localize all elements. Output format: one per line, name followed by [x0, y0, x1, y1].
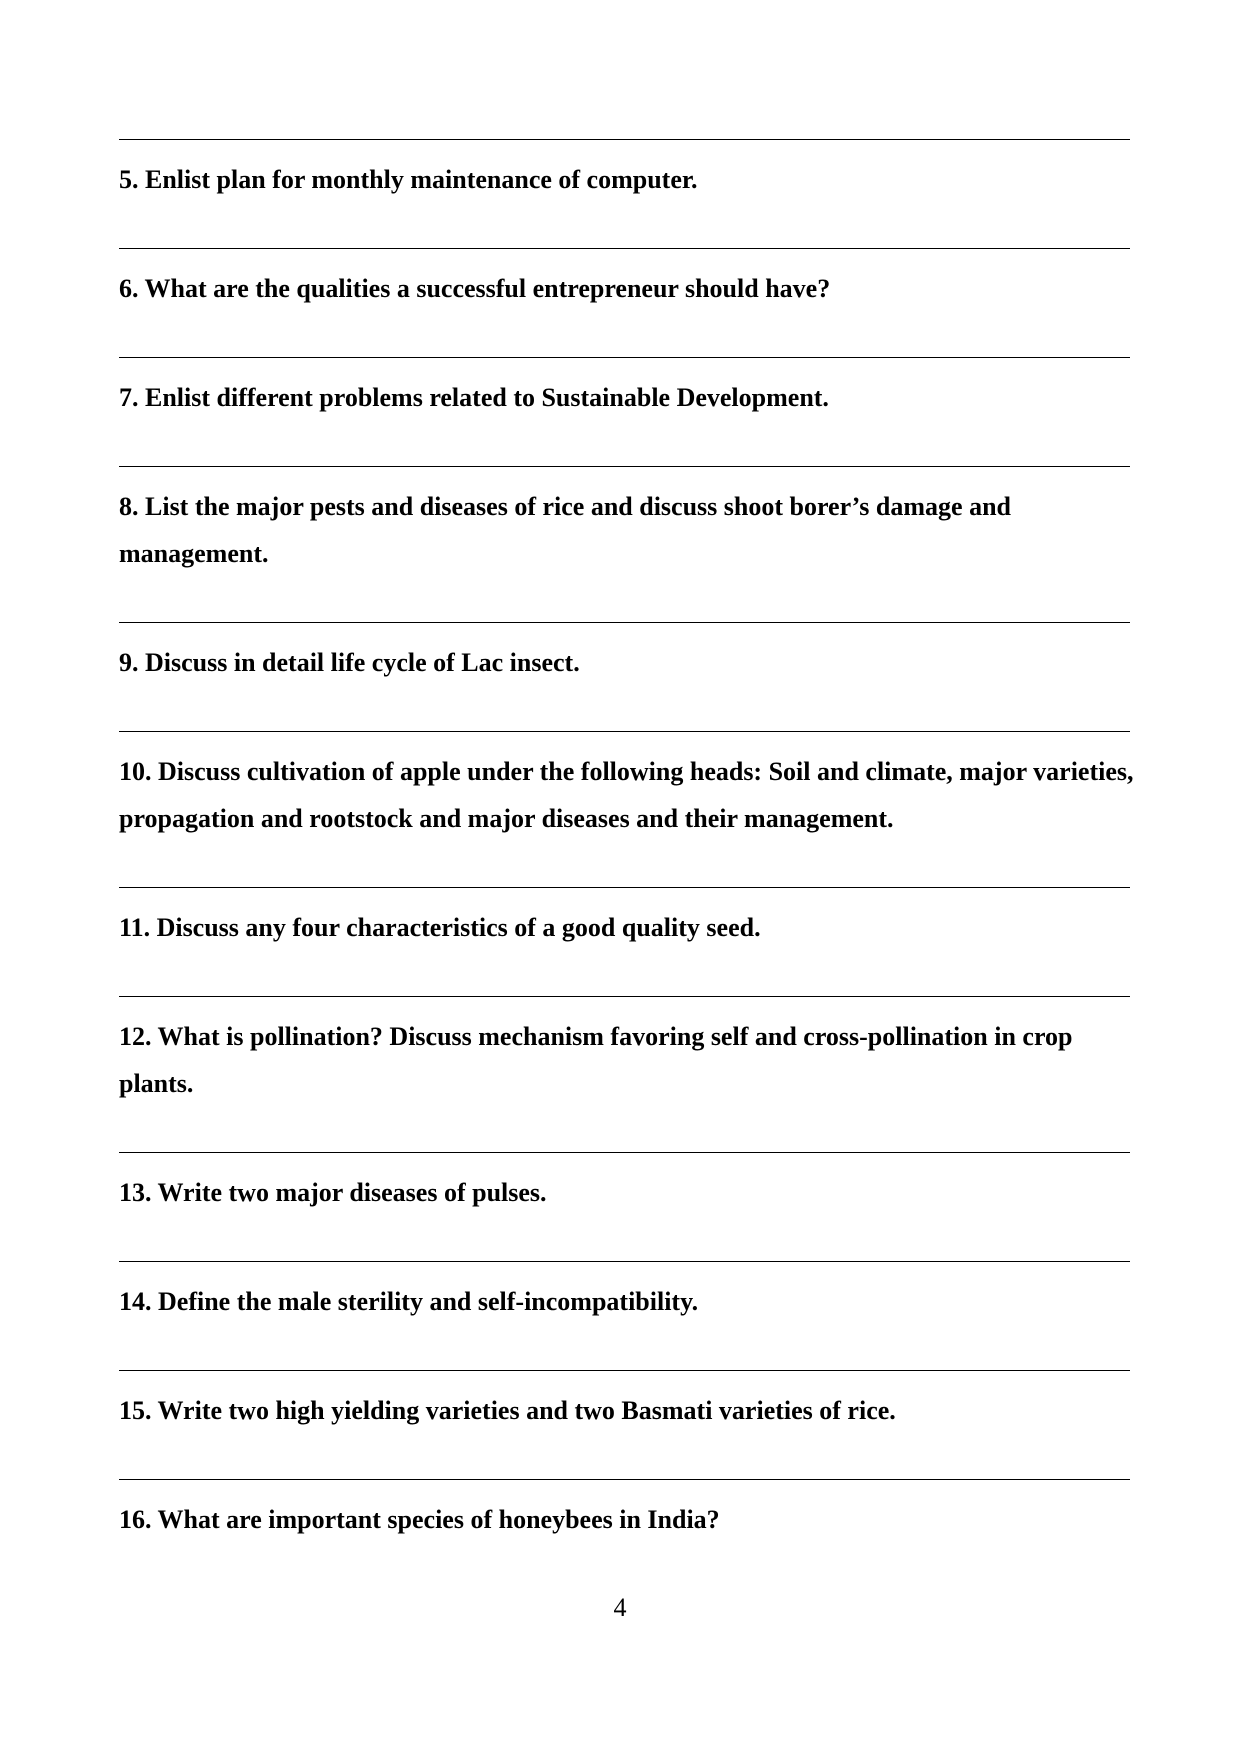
- question-5: 5. Enlist plan for monthly maintenance of computer.: [119, 165, 698, 194]
- question-6: 6. What are the qualities a successful entrepreneur should have?: [119, 274, 831, 303]
- question-16: 16. What are important species of honeybees in India?: [119, 1505, 720, 1534]
- question-7: 7. Enlist different problems related to Sustainable Development.: [119, 383, 829, 412]
- question-12: 12. What is pollination? Discuss mechanism favoring self and cross-pollination in crop plants.: [119, 1022, 1073, 1098]
- question-13: 13. Write two major diseases of pulses.: [119, 1178, 547, 1207]
- divider-line: [119, 887, 1130, 888]
- divider-line: [119, 1479, 1130, 1480]
- question-14: 14. Define the male sterility and self-incompatibility.: [119, 1287, 699, 1316]
- question-11: 11. Discuss any four characteristics of a good quality seed.: [119, 913, 761, 942]
- question-8: 8. List the major pests and diseases of rice and discuss shoot borer’s damage and management.: [119, 492, 1011, 568]
- question-9: 9. Discuss in detail life cycle of Lac insect.: [119, 648, 580, 677]
- question-15: 15. Write two high yielding varieties and two Basmati varieties of rice.: [119, 1396, 896, 1425]
- divider-line: [119, 731, 1130, 732]
- divider-line: [119, 622, 1130, 623]
- divider-line: [119, 1370, 1130, 1371]
- divider-line: [119, 1152, 1130, 1153]
- question-10: 10. Discuss cultivation of apple under the following heads: Soil and climate, major varieties, propagation and rootstock and major diseases and their management.: [119, 757, 1134, 833]
- divider-line: [119, 139, 1130, 140]
- divider-line: [119, 357, 1130, 358]
- divider-line: [119, 1261, 1130, 1262]
- divider-line: [119, 466, 1130, 467]
- divider-line: [119, 248, 1130, 249]
- divider-line: [119, 996, 1130, 997]
- page-number: 4: [613, 1593, 627, 1622]
